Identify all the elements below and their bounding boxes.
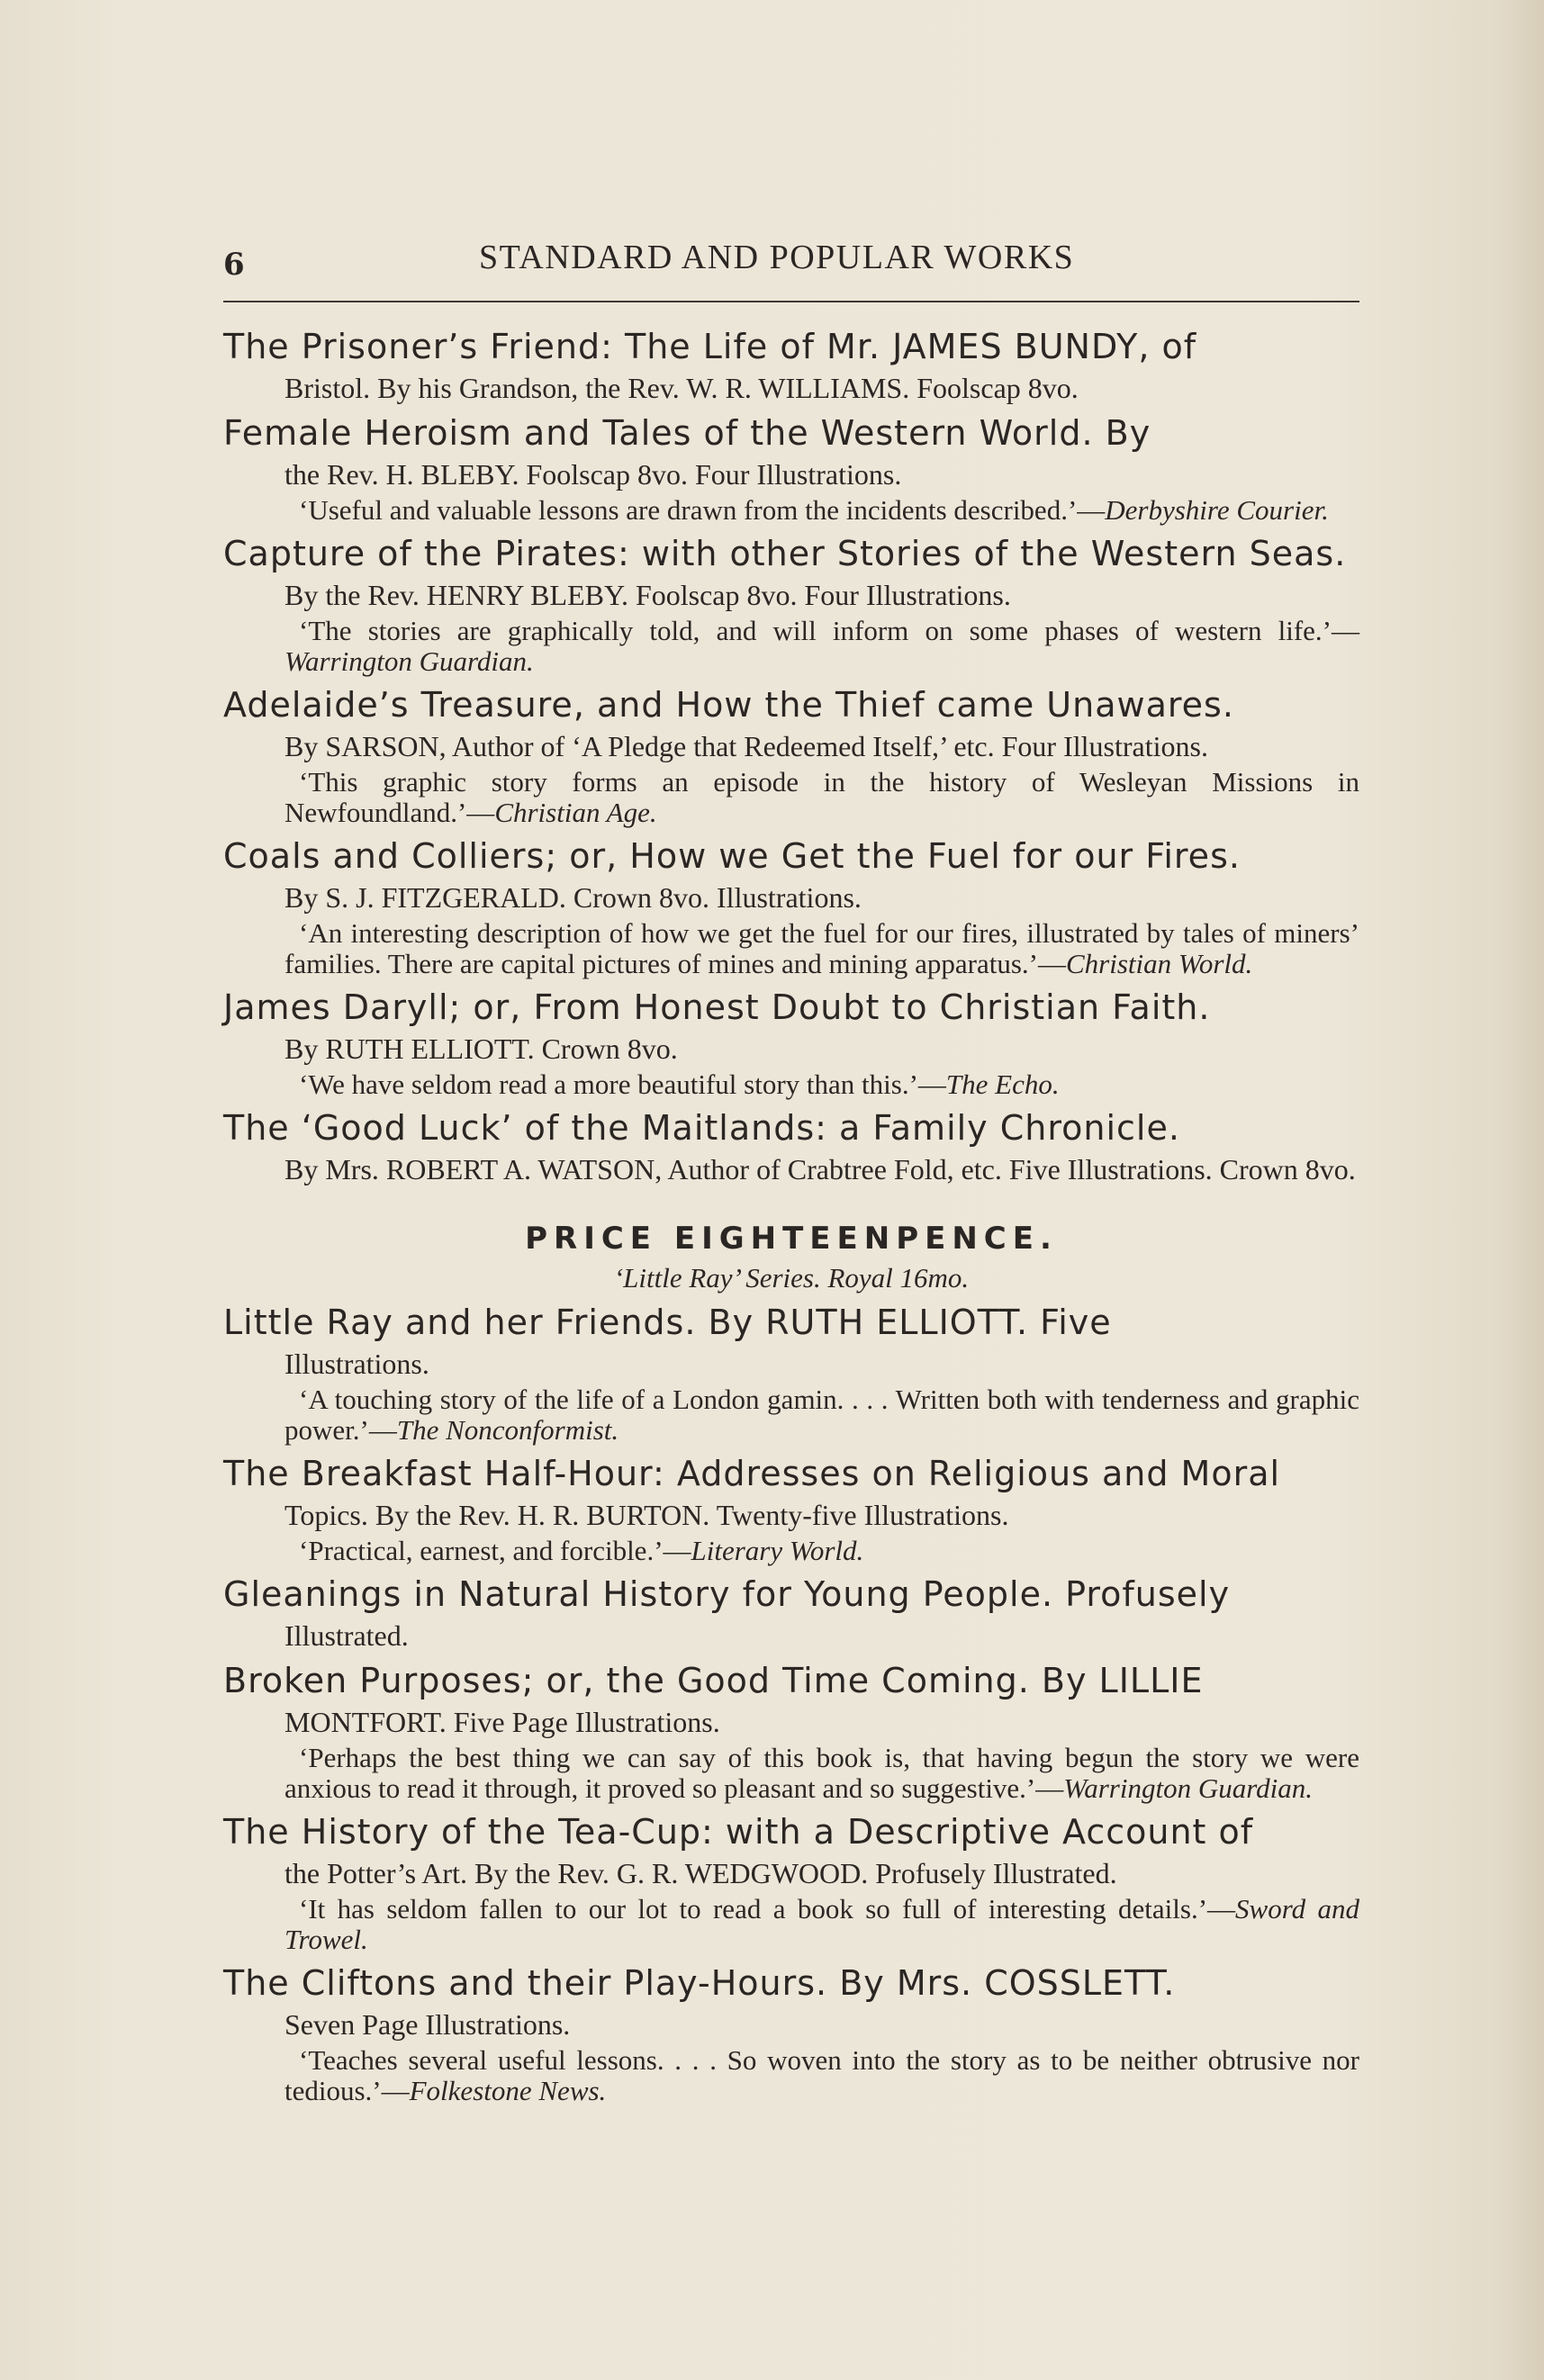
catalogue-entry: [223, 834, 1359, 979]
catalogue-entry: [223, 1572, 1359, 1654]
entry-details: Illustrated.: [284, 1619, 409, 1652]
entry-title: The Cliftons and their Play-Hours. By Mrs. COSSLETT.: [223, 1963, 1176, 2003]
catalogue-entry: [223, 1300, 1359, 1446]
section-title: PRICE EIGHTEENPENCE.: [525, 1221, 1058, 1257]
review-source: Warrington Guardian.: [1063, 1772, 1314, 1804]
entry-list-a: [223, 324, 1359, 1188]
entry-details: By the Rev. HENRY BLEBY. Foolscap 8vo. Four Illustrations.: [284, 579, 1011, 611]
catalogue-entry: [223, 682, 1359, 828]
review-text: ‘We have seldom read a more beautiful story than this.’—: [299, 1068, 946, 1100]
catalogue-entry: [223, 1961, 1359, 2106]
review-source: Derbyshire Courier.: [1105, 494, 1329, 526]
entry-title: The Prisoner’s Friend: The Life of Mr. JAMES BUNDY, of: [223, 327, 1197, 366]
review-source: Sword and Trowel.: [284, 1893, 1359, 1955]
running-head: STANDARD AND POPULAR WORKS: [479, 239, 1075, 276]
catalogue-entry: [223, 985, 1359, 1100]
entry-title: Coals and Colliers; or, How we Get the Fuel for our Fires.: [223, 836, 1241, 876]
catalogue-content: [223, 324, 1359, 2112]
catalogue-entry: [223, 1658, 1359, 1804]
entry-details: the Potter’s Art. By the Rev. G. R. WEDGWOOD. Profusely Illustrated.: [284, 1857, 1117, 1889]
review-text: ‘The stories are graphically told, and will inform on some phases of western life.’—: [299, 615, 1359, 646]
entry-title: Gleanings in Natural History for Young People. Profusely: [223, 1574, 1231, 1614]
entry-details: By Mrs. ROBERT A. WATSON, Author of Crabtree Fold, etc. Five Illustrations. Crown 8vo.: [284, 1153, 1356, 1185]
entry-title: Broken Purposes; or, the Good Time Coming. By LILLIE: [223, 1661, 1204, 1700]
entry-details: Topics. By the Rev. H. R. BURTON. Twenty-five Illustrations.: [284, 1499, 1009, 1531]
catalogue-entry: [223, 410, 1359, 526]
review-source: The Echo.: [945, 1068, 1060, 1100]
entry-review-quote: [284, 767, 1359, 828]
entry-review-quote: [284, 1536, 1359, 1566]
entry-title: The ‘Good Luck’ of the Maitlands: a Family Chronicle.: [223, 1108, 1180, 1148]
entry-review-quote: [284, 918, 1359, 979]
entry-review-quote: [284, 1384, 1359, 1446]
review-source: Warrington Guardian.: [284, 645, 534, 677]
review-text: ‘This graphic story forms an episode in the history of Wesleyan Missions in Newfoundland.’—: [284, 766, 1359, 828]
review-text: ‘Useful and valuable lessons are drawn from the incidents described.’—: [299, 494, 1106, 526]
review-source: Christian World.: [1066, 948, 1253, 979]
page-number: 6: [223, 247, 245, 283]
entry-review-quote: [284, 495, 1359, 526]
catalogue-entry: [223, 1809, 1359, 1955]
entry-details: Bristol. By his Grandson, the Rev. W. R. WILLIAMS. Foolscap 8vo.: [284, 372, 1079, 404]
entry-review-quote: [284, 1894, 1359, 1955]
entry-title: Female Heroism and Tales of the Western World. By: [223, 413, 1151, 453]
section-subtitle: ‘Little Ray’ Series. Royal 16mo.: [613, 1262, 970, 1294]
entry-title: Capture of the Pirates: with other Stories of the Western Seas.: [223, 534, 1347, 573]
review-text: ‘It has seldom fallen to our lot to read a book so full of interesting details.’—: [299, 1893, 1236, 1925]
entry-review-quote: [284, 2045, 1359, 2106]
catalogue-entry: [223, 531, 1359, 677]
entry-details: Seven Page Illustrations.: [284, 2008, 571, 2041]
entry-list-b: [223, 1300, 1359, 2106]
header-rule: [223, 301, 1359, 302]
entry-title: James Daryll; or, From Honest Doubt to Christian Faith.: [223, 987, 1211, 1027]
price-section: [223, 1221, 1359, 1294]
entry-details: By RUTH ELLIOTT. Crown 8vo.: [284, 1032, 678, 1065]
entry-details: Illustrations.: [284, 1348, 429, 1380]
entry-details: the Rev. H. BLEBY. Foolscap 8vo. Four Illustrations.: [284, 458, 902, 491]
review-source: Christian Age.: [494, 797, 657, 828]
entry-title: The History of the Tea-Cup: with a Descriptive Account of: [223, 1812, 1254, 1852]
review-source: Folkestone News.: [409, 2075, 607, 2106]
review-text: ‘Practical, earnest, and forcible.’—: [299, 1535, 691, 1566]
review-text: ‘An interesting description of how we get the fuel for our fires, illustrated by tales of miners’ families. There are capital pictures of mines and mining apparatus.’—: [284, 917, 1359, 979]
review-text: ‘Teaches several useful lessons. . . . So woven into the story as to be neither obtrusive nor tedious.’—: [284, 2044, 1359, 2106]
entry-review-quote: [284, 1743, 1359, 1804]
review-source: Literary World.: [691, 1535, 864, 1566]
review-text: ‘A touching story of the life of a London gamin. . . . Written both with tenderness and graphic power.’—: [284, 1384, 1359, 1446]
entry-details: MONTFORT. Five Page Illustrations.: [284, 1706, 720, 1738]
catalogue-entry: [223, 1451, 1359, 1566]
review-source: The Nonconformist.: [396, 1414, 619, 1446]
catalogue-entry: [223, 324, 1359, 407]
entry-title: Little Ray and her Friends. By RUTH ELLIOTT. Five: [223, 1303, 1112, 1342]
entry-title: Adelaide’s Treasure, and How the Thief came Unawares.: [223, 685, 1234, 725]
review-text: ‘Perhaps the best thing we can say of this book is, that having begun the story we were anxious to read it through, it proved so pleasant and so suggestive.’—: [284, 1742, 1359, 1804]
page-header: [223, 234, 1359, 288]
entry-title: The Breakfast Half-Hour: Addresses on Religious and Moral: [223, 1454, 1281, 1493]
entry-details: By S. J. FITZGERALD. Crown 8vo. Illustrations.: [284, 881, 862, 914]
catalogue-entry: [223, 1105, 1359, 1188]
entry-details: By SARSON, Author of ‘A Pledge that Redeemed Itself,’ etc. Four Illustrations.: [284, 730, 1208, 762]
entry-review-quote: [284, 616, 1359, 677]
entry-review-quote: [284, 1069, 1359, 1100]
